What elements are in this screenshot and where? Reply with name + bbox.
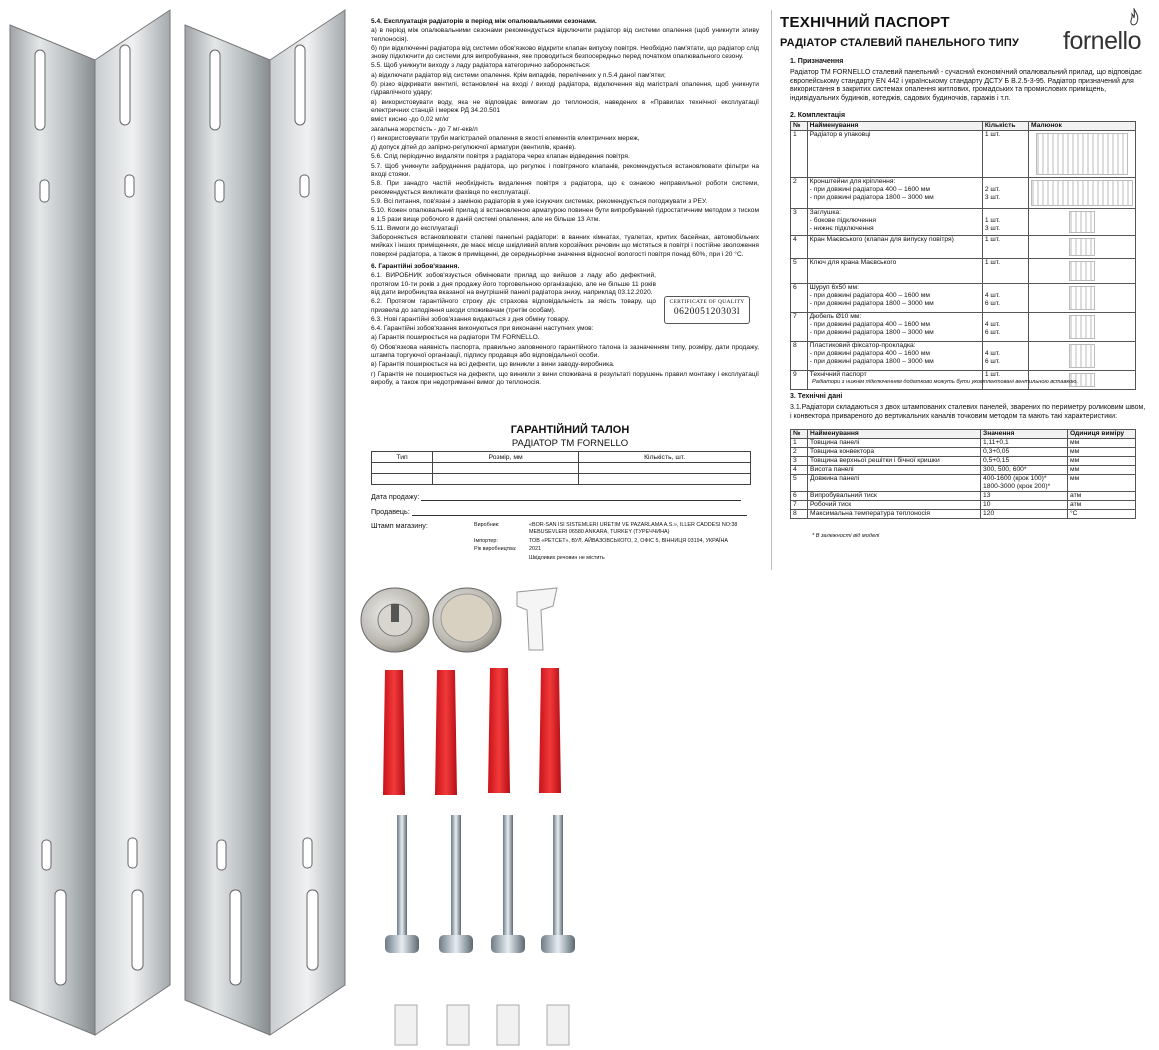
kit-no: 1: [791, 131, 808, 178]
kit-qty: 1 шт. 3 шт.: [982, 209, 1028, 236]
tech-unit: мм: [1068, 439, 1136, 448]
paragraph: Забороняється встановлювати сталеві панельні радіатори: в ванних кімнатах, туалетах, критих басейнах, автомобільних мийках і інших приміщеннях, де маєє місце шкідливий вплив корозійних речовин що містяться в повітрі і постійне зволоження поверхні радіатора, а також в приміщенні, де середньорічне значення відносної вологості повітря понад 60%, при і 20 °С.: [371, 234, 759, 258]
paragraph: 5.8. При занадто частій необхідність видалення повітря з радіатора, що є ознакою неправильної роботи системи, рекомендується викликати фахівця по експлуатації.: [371, 180, 759, 196]
tech-no: 5: [791, 475, 808, 492]
kit-image-cell: [1029, 236, 1136, 259]
kit-no: 3: [791, 209, 808, 236]
kit-item-sketch: [1069, 344, 1095, 368]
kit-qty: 4 шт. 6 шт.: [982, 342, 1028, 371]
paragraph: загальна жорсткість - до 7 мг-екв/л: [371, 125, 478, 133]
tech-value: 1,11+0,1: [981, 439, 1068, 448]
operation-and-warranty-text: [371, 14, 759, 388]
kit-qty: 1 шт.: [982, 236, 1028, 259]
warranty-cell: [579, 474, 751, 485]
screws: [385, 815, 575, 953]
kit-row: [791, 284, 1136, 313]
tech-name: Довжина панелі: [808, 475, 981, 492]
paragraph: в) використовувати воду, яка не відповідає вимогам до теплоносія, наведених в «Правилах технічної експлуатації електричних станцій і мереж РД 34.20.501: [371, 98, 759, 114]
kit-row: [791, 236, 1136, 259]
paragraph: г) Гарантія не поширюється на дефекти, що виникли з вини споживача в результаті порушень правил монтажу і експлуатації виробу, а також при недотриманні вимог до теплоносія.: [371, 370, 759, 386]
kit-image-cell: [1029, 209, 1136, 236]
section-tech-text: 3.1.Радіатори складаються з двох штампованих сталевих панелей, зварених по периметру роликовим швом, і конвектора привареного до вертикальних каналів точковим методом та мають такі характеристики:: [790, 404, 1146, 420]
vent-key: [517, 588, 557, 650]
kit-qty: 1 шт.: [982, 131, 1028, 178]
kit-no: 2: [791, 178, 808, 209]
kit-qty: 4 шт. 6 шт.: [982, 284, 1028, 313]
kit-no: 7: [791, 313, 808, 342]
kit-note: Радіатори з нижнім підключенням додатково можуть бути укомплектовані вентильною вставкою.: [812, 379, 1078, 385]
tech-no: 6: [791, 492, 808, 501]
tech-unit: мм: [1068, 475, 1136, 492]
kit-no: 6: [791, 284, 808, 313]
manufacturer-value: ТОВ «РЕТСЕТ», ВУЛ. АЙВАЗОВСЬКОГО, 2, ОФІС 5, ВІННИЦЯ 03194, УКРАЇНА: [529, 537, 728, 544]
tech-value: 10: [981, 501, 1068, 510]
paragraph: 6.1. ВИРОБНИК зобов'язується обмінювати прилад що вийшов з ладу або дефектний, протягом 10-ти років з дня продажу його торговельною організацією, але не більше 11 років від дати виробництва вказаної на внутрішній панелі радіатора знизу, наприклад 03.12.2020.: [371, 272, 656, 296]
tech-unit: атм: [1068, 501, 1136, 510]
paragraph: в) Гарантія поширюється на всі дефекти, що виникли з вини заводу-виробника.: [371, 361, 615, 369]
paragraph: 5.7. Щоб уникнути забруднення радіатора, що регулює і повітряного клапанів, рекомендується встановлювати фільтри на вході стояки.: [371, 162, 759, 179]
tech-note: * В залежності від моделі: [812, 533, 880, 539]
sale-date-field: [371, 492, 741, 501]
tech-row: [791, 475, 1136, 492]
kit-name: Радіатор в упаковці: [807, 131, 982, 178]
warranty-card-subtitle: РАДІАТОР ТМ FORNELLO: [511, 438, 629, 449]
manufacturer-key: Виробник:: [474, 522, 500, 528]
kit-image-cell: [1029, 342, 1136, 371]
tech-unit: °С: [1068, 510, 1136, 519]
kit-row: [791, 259, 1136, 284]
kit-row: [791, 313, 1136, 342]
fornello-logo: fornello: [1063, 27, 1141, 55]
tech-table: [790, 429, 1136, 519]
warranty-cell: [433, 474, 579, 485]
paragraph: б) Обов'язкова наявність паспорта, правильно заповненого гарантійного талона із зазначенням типу, розміру, дати продажу, штампа торгуючої організації, підпису продавця або відповідальної особи.: [371, 343, 759, 359]
warranty-cell: [372, 463, 433, 474]
paragraph: 5.5. Щоб уникнути виходу з ладу радіатора категорично забороняється:: [371, 62, 591, 70]
kit-item-sketch: [1069, 211, 1095, 233]
manufacturer-key: Рік виробництва:: [474, 546, 517, 553]
kit-qty: 1 шт.: [982, 371, 1028, 390]
section-tech-title: 3. Технічні дані: [790, 393, 843, 400]
warranty-cell: [433, 463, 579, 474]
kit-qty: 1 шт.: [982, 259, 1028, 284]
tech-row: [791, 501, 1136, 510]
section-purpose-text: Радіатор ТМ FORNELLO сталевий панельний - сучасний економічний опалювальний прилад, що відповідає європейському стандарту EN 442 і українському стандарту ДСТУ Б В.2.5-3-95. Радіатор призначений для використання в закритих системах опалення житлових, громадських та промислових приміщень, індивідуальних будинків, котеджів, садових будиночків, гаражів і т.п.: [790, 69, 1142, 102]
tech-unit: атм: [1068, 492, 1136, 501]
kit-name: Технічний паспорт: [807, 371, 982, 390]
manufacturer-row: [474, 538, 754, 545]
kit-name: Шуруп 6х50 мм: - при довжині радіатора 400 – 1600 мм - при довжині радіатора 1800 – 3000 мм: [807, 284, 982, 313]
paragraph: 6.3. Нові гарантійні зобов'язання видаються з дня обміну товару.: [371, 315, 570, 323]
bracket-right: [185, 10, 345, 1035]
tech-unit: мм: [1068, 457, 1136, 466]
warranty-cell: [579, 463, 751, 474]
paragraph: 5.6. Слід періодично видаляти повітря з радіатора через клапан відведення повітря.: [371, 153, 630, 161]
tech-col-no: №: [791, 430, 808, 439]
tech-col-unit: Одиниця виміру: [1068, 430, 1136, 439]
seller-label: Продавець:: [371, 507, 410, 516]
kit-image-cell: [1029, 313, 1136, 342]
sale-date-line: [421, 500, 741, 501]
section-heading: 6. Гарантійні зобов'язання.: [371, 263, 460, 271]
air-vent-valve: [361, 588, 429, 652]
manufacturer-value: 2021: [529, 546, 541, 553]
tech-row: [791, 466, 1136, 475]
cert-number: 062005120303l: [673, 307, 741, 317]
kit-no: 8: [791, 342, 808, 371]
plastic-spacers: [395, 1005, 569, 1045]
paragraph: д) допуск дітей до запірно-регулюючої арматури (вентилів, кранів).: [371, 144, 576, 152]
tech-no: 1: [791, 439, 808, 448]
section-kit-title: 2. Комплектація: [790, 112, 846, 119]
paragraph: 6.4. Гарантійні зобов'язання виконуються при виконанні наступних умов:: [371, 325, 594, 333]
flame-icon: [1127, 8, 1141, 28]
paragraph: б) при відключенні радіатора від системи обов'язково відкрити клапан випуску повітря. Необхідно пам'ятати, що радіатор слід знову підключити до системи для випробування, яке проводиться безпосередньо перед початком опалювального сезону.: [371, 44, 759, 61]
tech-no: 8: [791, 510, 808, 519]
kit-col-qty: Кількість: [982, 122, 1028, 131]
warranty-col-size: Розмір, мм: [433, 452, 579, 463]
tech-value: 300, 500, 600*: [981, 466, 1068, 475]
tech-row: [791, 448, 1136, 457]
tech-unit: мм: [1068, 466, 1136, 475]
tech-row: [791, 510, 1136, 519]
tech-no: 3: [791, 457, 808, 466]
mounting-brackets-photo: [0, 0, 360, 1050]
kit-item-sketch: [1069, 238, 1095, 256]
paragraph: г) використовувати труби магістралей опалення в якості елементів електричних мереж,: [371, 134, 640, 142]
kit-item-sketch: [1069, 286, 1095, 310]
warranty-card-title: ГАРАНТІЙНИЙ ТАЛОН: [510, 424, 630, 436]
tech-name: Випробувальний тиск: [808, 492, 981, 501]
kit-col-image: Малюнок: [1029, 122, 1136, 131]
tech-name: Максимальна температура теплоносія: [808, 510, 981, 519]
paragraph: 5.9. Всі питання, пов'язані з заміною радіаторів в уже існуючих системах, рекомендується погоджувати з РЕУ.: [371, 197, 708, 205]
tech-no: 7: [791, 501, 808, 510]
kit-image-cell: [1029, 131, 1136, 178]
kit-row: [791, 209, 1136, 236]
seller-field: [371, 507, 747, 516]
manufacturer-key: [474, 555, 529, 562]
tech-row: [791, 457, 1136, 466]
tech-name: Товщина панелі: [808, 439, 981, 448]
kit-qty: 4 шт. 6 шт.: [982, 313, 1028, 342]
warranty-col-qty: Кількість, шт.: [579, 452, 751, 463]
kit-no: 9: [791, 371, 808, 390]
page-divider: [771, 10, 772, 570]
tech-row: [791, 439, 1136, 448]
paragraph: а) Гарантія поширюється на радіатори ТМ FORNELLO.: [371, 334, 540, 342]
tech-name: Висота панелі: [808, 466, 981, 475]
certificate-of-quality-stamp: [664, 296, 750, 324]
warranty-cell: [372, 474, 433, 485]
sale-date-label: Дата продажу:: [371, 492, 420, 501]
tech-row: [791, 492, 1136, 501]
passport-subtitle: РАДІАТОР СТАЛЕВИЙ ПАНЕЛЬНОГО ТИПУ: [780, 37, 1019, 49]
manufacturer-value: Шкідливих речовин не містить: [529, 555, 605, 562]
kit-qty: 2 шт. 3 шт.: [982, 178, 1028, 209]
kit-name: Заглушка: - бокове підключення - нижнє підключення: [807, 209, 982, 236]
warranty-col-type: Тип: [372, 452, 433, 463]
manufacturer-value: «BOR-SAN ISI SISTEMLERI URETIM VE PAZARLAMA A.S.», ILLER CADDESI NO:38 MEBUSEVLERI 06580 ANKARA, TURKEY (ТУРЕЧЧИНА): [529, 522, 738, 535]
stamp-label: Штамп магазину:: [371, 521, 428, 530]
passport-title: ТЕХНІЧНИЙ ПАСПОРТ: [780, 14, 950, 31]
tech-name: Товщина конвектора: [808, 448, 981, 457]
end-plug: [433, 588, 501, 652]
kit-row: [791, 342, 1136, 371]
tech-no: 4: [791, 466, 808, 475]
kit-row: [791, 178, 1136, 209]
tech-unit: мм: [1068, 448, 1136, 457]
manufacturer-info: [474, 522, 754, 564]
kit-name: Дюбель Ø10 мм: - при довжині радіатора 400 – 1600 мм - при довжині радіатора 1800 – 3000 мм: [807, 313, 982, 342]
warranty-table: [371, 451, 751, 485]
kit-item-sketch: [1069, 315, 1095, 339]
kit-name: Кран Маєвського (клапан для випуску повітря): [807, 236, 982, 259]
kit-name: Ключ для крана Маєвського: [807, 259, 982, 284]
kit-item-sketch: [1031, 180, 1133, 206]
tech-value: 13: [981, 492, 1068, 501]
bracket-left: [10, 10, 170, 1035]
manufacturer-row: [474, 522, 754, 536]
paragraph: 6.2. Протягом гарантійного строку діє страхова відповідальність за якість товару, що призвела до заподіяння шкоди споживачам (третім особам).: [371, 298, 656, 314]
tech-name: Товщина верхньої решітки і бічної кришки: [808, 457, 981, 466]
paragraph: б) різко відкривати вентилі, встановлені на вході / виході радіатора, відключення від магістралі опалення, щоб уникнути гідравлічного удару;: [371, 81, 759, 97]
tech-value: 120: [981, 510, 1068, 519]
tech-col-value: Значення: [981, 430, 1068, 439]
kit-image-cell: [1029, 178, 1136, 209]
manufacturer-key: Імпортер:: [474, 537, 498, 544]
kit-no: 4: [791, 236, 808, 259]
cert-title: CERTIFICATE OF QUALITY: [669, 299, 745, 305]
seller-line: [412, 515, 747, 516]
kit-image-cell: [1029, 284, 1136, 313]
wall-plugs: [383, 668, 561, 795]
kit-item-sketch: [1069, 261, 1095, 281]
kit-image-cell: [1029, 259, 1136, 284]
kit-row: [791, 131, 1136, 178]
paragraph: 5.11. Вимоги до експлуатації: [371, 224, 459, 232]
accessories-photo: [355, 580, 605, 1050]
tech-value: 0,5+0,15: [981, 457, 1068, 466]
tech-no: 2: [791, 448, 808, 457]
kit-name: Кронштейни для кріплення: - при довжині радіатора 400 – 1600 мм - при довжині радіатора 1800 – 3000 мм: [807, 178, 982, 209]
kit-name: Пластиковий фіксатор-прокладка: - при довжині радіатора 400 – 1600 мм - при довжині радіатора 1800 – 3000 мм: [807, 342, 982, 371]
paragraph: 5.10. Кожен опалювальний прилад зі встановленою арматурою повинен бути випробуваний гідростатичним методом з тиском в 1,5 рази вище робочого в даній системі опалення, але не більше 13 Атм.: [371, 207, 759, 223]
paragraph: вміст кисню -до 0,02 мг/кг: [371, 116, 450, 124]
kit-table: [790, 121, 1136, 390]
section-purpose-title: 1. Призначення: [790, 58, 844, 65]
kit-no: 5: [791, 259, 808, 284]
section-heading: 5.4. Експлуатація радіаторів в період між опалювальними сезонами.: [371, 18, 597, 25]
tech-value: 400-1600 (крок 100)* 1800-3000 (крок 200)*: [981, 475, 1068, 492]
kit-col-name: Найменування: [807, 122, 982, 131]
kit-col-no: №: [791, 122, 808, 131]
manufacturer-row: [474, 546, 754, 553]
paragraph: а) в період між опалювальними сезонами рекомендується відключити радіатор від системи опалення (щоб уникнути зливу теплоносія).: [371, 27, 759, 43]
tech-name: Робочий тиск: [808, 501, 981, 510]
paragraph: а) відключати радіатор від системи опалення. Крім випадків, перелічених у п.5.4 даної пам'ятки;: [371, 71, 666, 79]
tech-value: 0,3+0,05: [981, 448, 1068, 457]
manufacturer-row: [474, 555, 754, 562]
kit-item-sketch: [1036, 133, 1128, 175]
tech-col-name: Найменування: [808, 430, 981, 439]
